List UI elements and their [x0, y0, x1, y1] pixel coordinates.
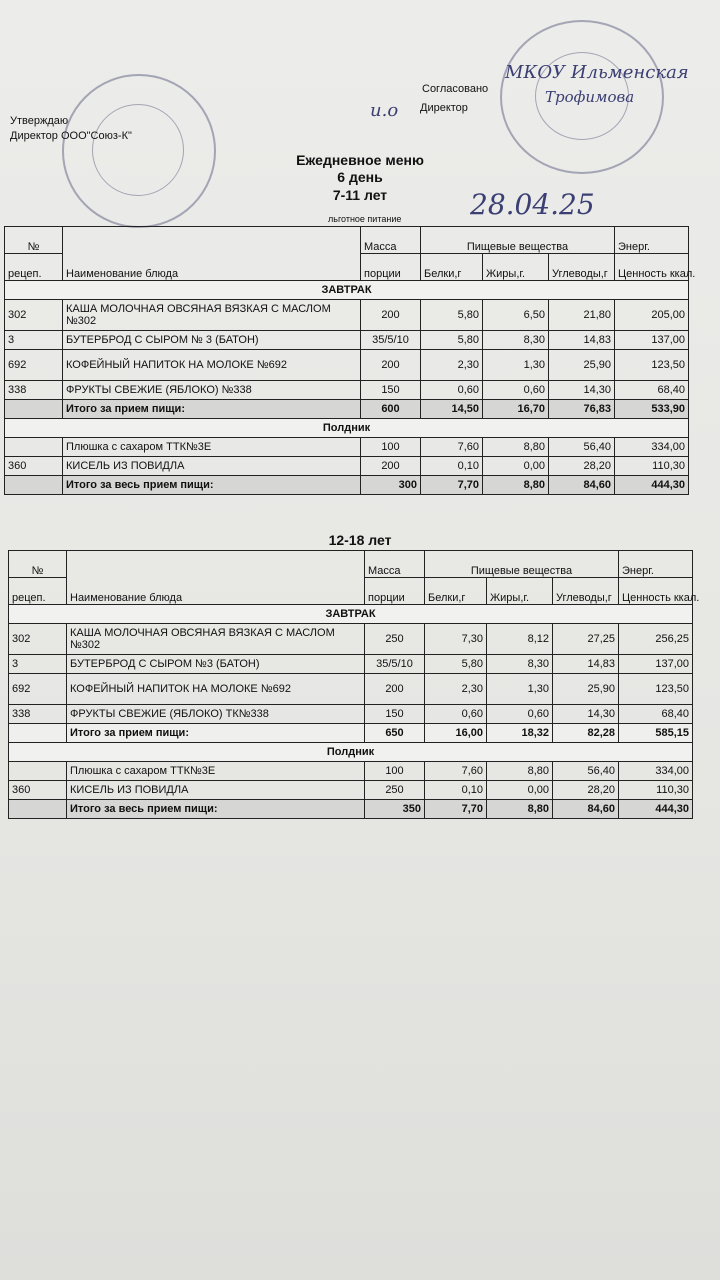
protein-value: 5,80	[421, 331, 483, 350]
col-carbs-top: Углевод	[552, 268, 593, 280]
subsidy-note: льготное питание	[328, 214, 402, 224]
meal-total-label: Итого за прием пищи:	[63, 400, 361, 419]
recipe-num: 302	[9, 624, 67, 655]
carbs-value: 27,25	[553, 624, 619, 655]
carbs-value: 56,40	[553, 762, 619, 781]
protein-value: 0,10	[425, 781, 487, 800]
recipe-num: 338	[9, 705, 67, 724]
dish-name: КИСЕЛЬ ИЗ ПОВИДЛА	[63, 457, 361, 476]
menu-day: 6 день	[337, 169, 383, 185]
protein-value: 5,80	[425, 655, 487, 674]
portion-mass: 200	[361, 300, 421, 331]
col-energy-bottom: ь ккал.	[661, 268, 696, 280]
protein-value: 0,60	[425, 705, 487, 724]
dish-name: ФРУКТЫ СВЕЖИЕ (ЯБЛОКО) ТК№338	[67, 705, 365, 724]
energy-value: 137,00	[615, 331, 689, 350]
meal-total-row	[9, 724, 693, 743]
col-nutrients: Пищевые вещества	[425, 551, 619, 578]
dish-name: КАША МОЛОЧНАЯ ОВСЯНАЯ ВЯЗКАЯ С МАСЛОМ №302	[63, 300, 361, 331]
col-carbs	[549, 254, 615, 281]
day-total-row	[5, 476, 689, 495]
recipe-num: 360	[5, 457, 63, 476]
fat-value: 6,50	[483, 300, 549, 331]
total-carbs: 82,28	[553, 724, 619, 743]
dish-name: КИСЕЛЬ ИЗ ПОВИДЛА	[67, 781, 365, 800]
col-protein: Белки,г	[421, 254, 483, 281]
energy-value: 68,40	[619, 705, 693, 724]
energy-value: 110,30	[615, 457, 689, 476]
carbs-value: 56,40	[549, 438, 615, 457]
energy-value: 123,50	[615, 350, 689, 381]
total-energy: 585,15	[619, 724, 693, 743]
fat-value: 1,30	[483, 350, 549, 381]
total-protein: 7,70	[425, 800, 487, 819]
total-mass: 650	[365, 724, 425, 743]
col-carbs-bottom: ы,г	[596, 592, 612, 604]
energy-value: 110,30	[619, 781, 693, 800]
total-carbs: 76,83	[549, 400, 615, 419]
breakfast-header: ЗАВТРАК	[5, 281, 689, 300]
snack-header: Полдник	[5, 419, 689, 438]
col-energy-top: Энерг.	[615, 227, 689, 254]
table-row	[5, 331, 689, 350]
recipe-num: 692	[9, 674, 67, 705]
portion-mass: 35/5/10	[365, 655, 425, 674]
dish-name: КОФЕЙНЫЙ НАПИТОК НА МОЛОКЕ №692	[67, 674, 365, 705]
energy-value: 334,00	[619, 762, 693, 781]
col-num-top: №	[5, 227, 63, 254]
recipe-num: 692	[5, 350, 63, 381]
col-mass-top: Масса	[365, 551, 425, 578]
age-group-2: 12-18 лет	[328, 532, 392, 548]
total-protein: 7,70	[421, 476, 483, 495]
fat-value: 8,30	[483, 331, 549, 350]
portion-mass: 200	[361, 350, 421, 381]
total-protein: 14,50	[421, 400, 483, 419]
fat-value: 0,00	[487, 781, 553, 800]
col-energy	[619, 578, 700, 605]
col-name: Наименование блюда	[67, 551, 365, 605]
recipe-num: 360	[9, 781, 67, 800]
table-row	[9, 705, 693, 724]
dish-name: Плюшка с сахаром ТТК№3Е	[63, 438, 361, 457]
col-energy-mid: Ценност	[622, 592, 666, 604]
day-total-label: Итого за весь прием пищи:	[67, 800, 365, 819]
col-name: Наименование блюда	[63, 227, 361, 281]
protein-value: 2,30	[421, 350, 483, 381]
portion-mass: 100	[365, 762, 425, 781]
col-energy	[615, 254, 696, 281]
table-row	[9, 781, 693, 800]
fat-value: 0,60	[483, 381, 549, 400]
carbs-value: 14,30	[549, 381, 615, 400]
recipe-num: 3	[9, 655, 67, 674]
carbs-value: 14,83	[553, 655, 619, 674]
table-row	[5, 457, 689, 476]
dish-name: ФРУКТЫ СВЕЖИЕ (ЯБЛОКО) №338	[63, 381, 361, 400]
total-protein: 16,00	[425, 724, 487, 743]
io-note: и.о	[370, 100, 399, 121]
protein-value: 0,10	[421, 457, 483, 476]
table-row	[5, 381, 689, 400]
col-num-bottom: рецеп.	[5, 254, 63, 281]
energy-value: 256,25	[619, 624, 693, 655]
carbs-value: 28,20	[549, 457, 615, 476]
energy-value: 334,00	[615, 438, 689, 457]
handwritten-name: Трофимова	[545, 88, 635, 106]
portion-mass: 35/5/10	[361, 331, 421, 350]
menu-table-7-11	[4, 226, 696, 495]
total-mass: 300	[361, 476, 421, 495]
meal-total-row	[5, 400, 689, 419]
col-fat: Жиры,г.	[483, 254, 549, 281]
portion-mass: 250	[365, 781, 425, 800]
energy-value: 123,50	[619, 674, 693, 705]
table-row	[9, 762, 693, 781]
carbs-value: 21,80	[549, 300, 615, 331]
age-group-1: 7-11 лет	[332, 187, 388, 203]
col-fat: Жиры,г.	[487, 578, 553, 605]
total-energy: 444,30	[615, 476, 689, 495]
carbs-value: 25,90	[549, 350, 615, 381]
col-carbs-top: Углевод	[556, 592, 597, 604]
recipe-num	[5, 438, 63, 457]
total-energy: 444,30	[619, 800, 693, 819]
dish-name: БУТЕРБРОД С СЫРОМ № 3 (БАТОН)	[63, 331, 361, 350]
total-fat: 8,80	[483, 476, 549, 495]
col-num-bottom: рецеп.	[9, 578, 67, 605]
total-mass: 350	[365, 800, 425, 819]
energy-value: 205,00	[615, 300, 689, 331]
carbs-value: 28,20	[553, 781, 619, 800]
menu-table-12-18	[8, 550, 700, 819]
protein-value: 7,30	[425, 624, 487, 655]
table-row	[5, 300, 689, 331]
fat-value: 0,60	[487, 705, 553, 724]
table-row	[9, 624, 693, 655]
menu-title: Ежедневное меню	[296, 152, 424, 168]
table-row	[9, 655, 693, 674]
fat-value: 8,12	[487, 624, 553, 655]
col-protein: Белки,г	[425, 578, 487, 605]
recipe-num: 338	[5, 381, 63, 400]
col-mass-top: Масса	[361, 227, 421, 254]
col-mass-bottom: порции	[361, 254, 421, 281]
col-carbs-bottom: ы,г	[592, 268, 608, 280]
portion-mass: 150	[361, 381, 421, 400]
portion-mass: 100	[361, 438, 421, 457]
total-fat: 8,80	[487, 800, 553, 819]
protein-value: 0,60	[421, 381, 483, 400]
recipe-num: 3	[5, 331, 63, 350]
portion-mass: 200	[361, 457, 421, 476]
portion-mass: 150	[365, 705, 425, 724]
fat-value: 8,30	[487, 655, 553, 674]
agreed-label: Согласовано	[422, 83, 489, 95]
carbs-value: 14,30	[553, 705, 619, 724]
dish-name: Плюшка с сахаром ТТК№3Е	[67, 762, 365, 781]
approve-label: Утверждаю	[10, 115, 69, 127]
col-nutrients: Пищевые вещества	[421, 227, 615, 254]
carbs-value: 25,90	[553, 674, 619, 705]
table-row	[5, 350, 689, 381]
fat-value: 8,80	[487, 762, 553, 781]
col-energy-top: Энерг.	[619, 551, 693, 578]
col-energy-bottom: ь ккал.	[665, 592, 700, 604]
handwritten-date: 28.04.25	[470, 188, 595, 221]
agreed-director: Директор	[420, 102, 468, 114]
dish-name: КОФЕЙНЫЙ НАПИТОК НА МОЛОКЕ №692	[63, 350, 361, 381]
dish-name: КАША МОЛОЧНАЯ ОВСЯНАЯ ВЯЗКАЯ С МАСЛОМ №302	[67, 624, 365, 655]
fat-value: 1,30	[487, 674, 553, 705]
recipe-num: 302	[5, 300, 63, 331]
table-row	[9, 674, 693, 705]
protein-value: 5,80	[421, 300, 483, 331]
total-fat: 16,70	[483, 400, 549, 419]
col-num-top: №	[9, 551, 67, 578]
portion-mass: 200	[365, 674, 425, 705]
fat-value: 0,00	[483, 457, 549, 476]
recipe-num	[9, 762, 67, 781]
energy-value: 137,00	[619, 655, 693, 674]
meal-total-label: Итого за прием пищи:	[67, 724, 365, 743]
total-carbs: 84,60	[549, 476, 615, 495]
portion-mass: 250	[365, 624, 425, 655]
col-mass-bottom: порции	[365, 578, 425, 605]
col-energy-mid: Ценност	[618, 268, 662, 280]
day-total-row	[9, 800, 693, 819]
total-energy: 533,90	[615, 400, 689, 419]
dish-name: БУТЕРБРОД С СЫРОМ №3 (БАТОН)	[67, 655, 365, 674]
total-mass: 600	[361, 400, 421, 419]
handwritten-org: МКОУ Ильменская	[505, 62, 689, 83]
energy-value: 68,40	[615, 381, 689, 400]
fat-value: 8,80	[483, 438, 549, 457]
total-carbs: 84,60	[553, 800, 619, 819]
breakfast-header: ЗАВТРАК	[9, 605, 693, 624]
protein-value: 7,60	[425, 762, 487, 781]
total-fat: 18,32	[487, 724, 553, 743]
carbs-value: 14,83	[549, 331, 615, 350]
snack-header: Полдник	[9, 743, 693, 762]
protein-value: 7,60	[421, 438, 483, 457]
approve-director: Директор ООО"Союз-К"	[10, 130, 132, 142]
protein-value: 2,30	[425, 674, 487, 705]
table-row	[5, 438, 689, 457]
col-carbs	[553, 578, 619, 605]
day-total-label: Итого за весь прием пищи:	[63, 476, 361, 495]
